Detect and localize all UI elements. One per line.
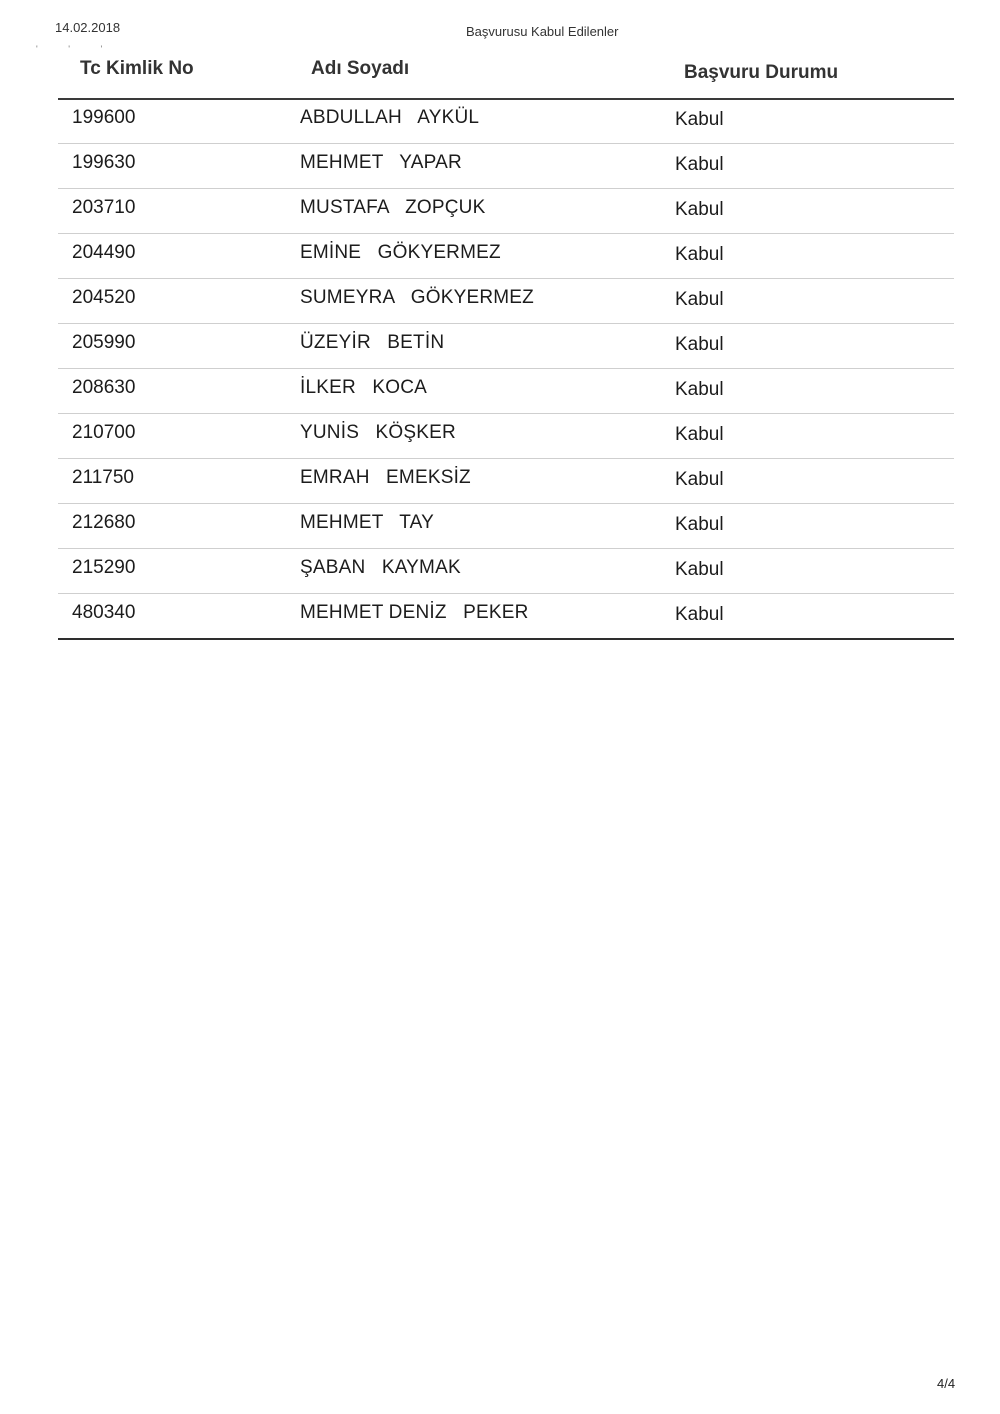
tc-kimlik-cell: 215290 [72, 557, 136, 578]
tc-kimlik-cell: 208630 [72, 377, 136, 398]
tc-kimlik-cell: 204490 [72, 242, 136, 263]
tc-kimlik-cell: 199630 [72, 152, 136, 173]
tc-kimlik-cell: 480340 [72, 602, 136, 623]
name-cell: SUMEYRA GÖKYERMEZ [300, 287, 534, 308]
table-row [58, 279, 954, 324]
status-cell: Kabul [675, 424, 724, 445]
status-cell: Kabul [675, 199, 724, 220]
table-row [58, 369, 954, 414]
header-basvuru-durumu: Başvuru Durumu [684, 62, 839, 83]
status-cell: Kabul [675, 514, 724, 535]
tc-kimlik-cell: 205990 [72, 332, 136, 353]
header-tc-kimlik-no: Tc Kimlik No [80, 58, 194, 79]
tc-kimlik-cell: 203710 [72, 197, 136, 218]
name-cell: MEHMET TAY [300, 512, 435, 533]
page-number: 4/4 [937, 1376, 956, 1391]
status-cell: Kabul [675, 604, 724, 625]
tc-kimlik-cell: 199600 [72, 107, 136, 128]
scan-marks: ' ' ' [36, 44, 117, 54]
table-row [58, 144, 954, 189]
table-row [58, 234, 954, 279]
header-adi-soyadi: Adı Soyadı [311, 58, 410, 79]
name-cell: İLKER KOCA [300, 377, 427, 398]
name-cell: YUNİS KÖŞKER [300, 422, 456, 443]
tc-kimlik-cell: 211750 [72, 467, 134, 488]
status-cell: Kabul [675, 244, 724, 265]
status-cell: Kabul [675, 469, 724, 490]
name-cell: ŞABAN KAYMAK [300, 557, 461, 578]
table-row [58, 504, 954, 549]
print-date: 14.02.2018 [55, 20, 121, 35]
applicant-table [58, 99, 954, 640]
status-cell: Kabul [675, 334, 724, 355]
table-row [58, 99, 954, 144]
table-header [58, 52, 954, 100]
tc-kimlik-cell: 210700 [72, 422, 136, 443]
table-row [58, 414, 954, 459]
document-title: Başvurusu Kabul Edilenler [466, 24, 619, 39]
status-cell: Kabul [675, 379, 724, 400]
name-cell: EMİNE GÖKYERMEZ [300, 242, 501, 263]
name-cell: EMRAH EMEKSİZ [300, 467, 471, 488]
table-row [58, 594, 954, 640]
status-cell: Kabul [675, 154, 724, 175]
table-row [58, 189, 954, 234]
name-cell: MEHMET YAPAR [300, 152, 462, 173]
name-cell: MUSTAFA ZOPÇUK [300, 197, 486, 218]
tc-kimlik-cell: 212680 [72, 512, 136, 533]
name-cell: ÜZEYİR BETİN [300, 332, 445, 353]
name-cell: MEHMET DENİZ PEKER [300, 602, 529, 623]
table-row [58, 324, 954, 369]
status-cell: Kabul [675, 559, 724, 580]
status-cell: Kabul [675, 289, 724, 310]
table-row [58, 549, 954, 594]
status-cell: Kabul [675, 109, 724, 130]
name-cell: ABDULLAH AYKÜL [300, 107, 480, 128]
table-row [58, 459, 954, 504]
tc-kimlik-cell: 204520 [72, 287, 136, 308]
